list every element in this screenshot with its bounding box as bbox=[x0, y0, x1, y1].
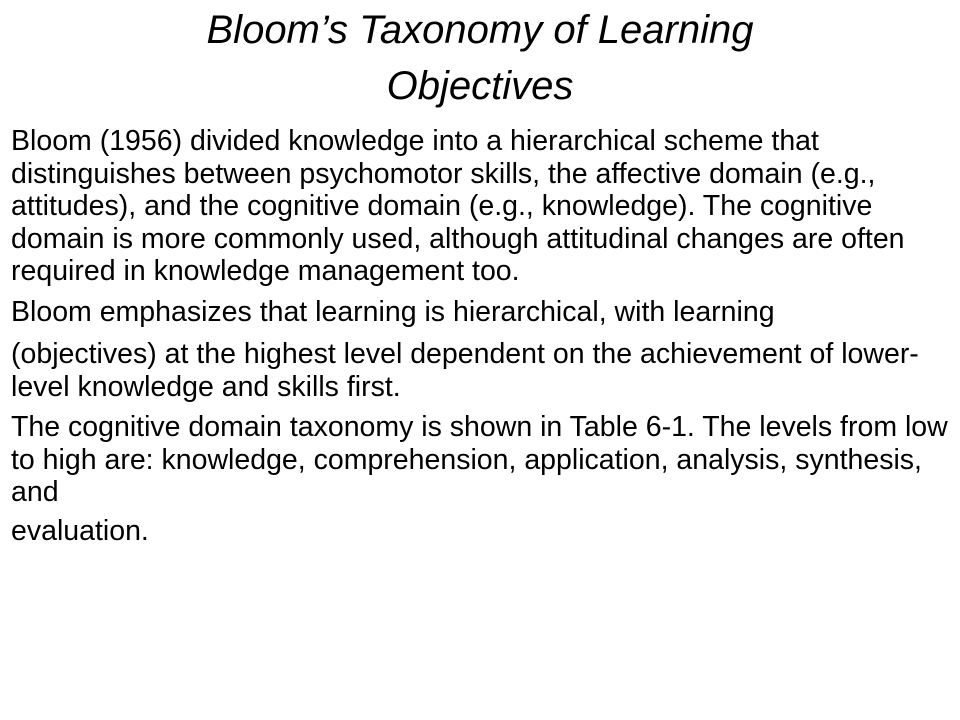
slide-title bbox=[40, 2, 920, 114]
slide-body bbox=[11, 125, 951, 563]
slide-title-line-1: Bloom’s Taxonomy of Learning bbox=[206, 8, 754, 52]
paragraph-evaluation: evaluation. bbox=[11, 514, 149, 547]
paragraph-hierarchical-learning: Bloom emphasizes that learning is hierarchical, with learning bbox=[11, 295, 775, 328]
paragraph-objectives: (objectives) at the highest level dependent on the achievement of lower-level knowledge and skills first. bbox=[11, 338, 919, 403]
slide-title-line-2: Objectives bbox=[386, 64, 574, 108]
paragraph-cognitive-taxonomy: The cognitive domain taxonomy is shown in Table 6-1. The levels from low to high are: knowledge, comprehension, application, analysis, synthesis, and bbox=[11, 411, 948, 508]
paragraph-bloom-1956: Bloom (1956) divided knowledge into a hierarchical scheme that distinguishes between psychomotor skills, the affective domain (e.g., attitudes), and the cognitive domain (e.g., knowledge). The cognitive domain is more commonly used, although attitudinal changes are often required in knowledge management too. bbox=[11, 125, 905, 287]
